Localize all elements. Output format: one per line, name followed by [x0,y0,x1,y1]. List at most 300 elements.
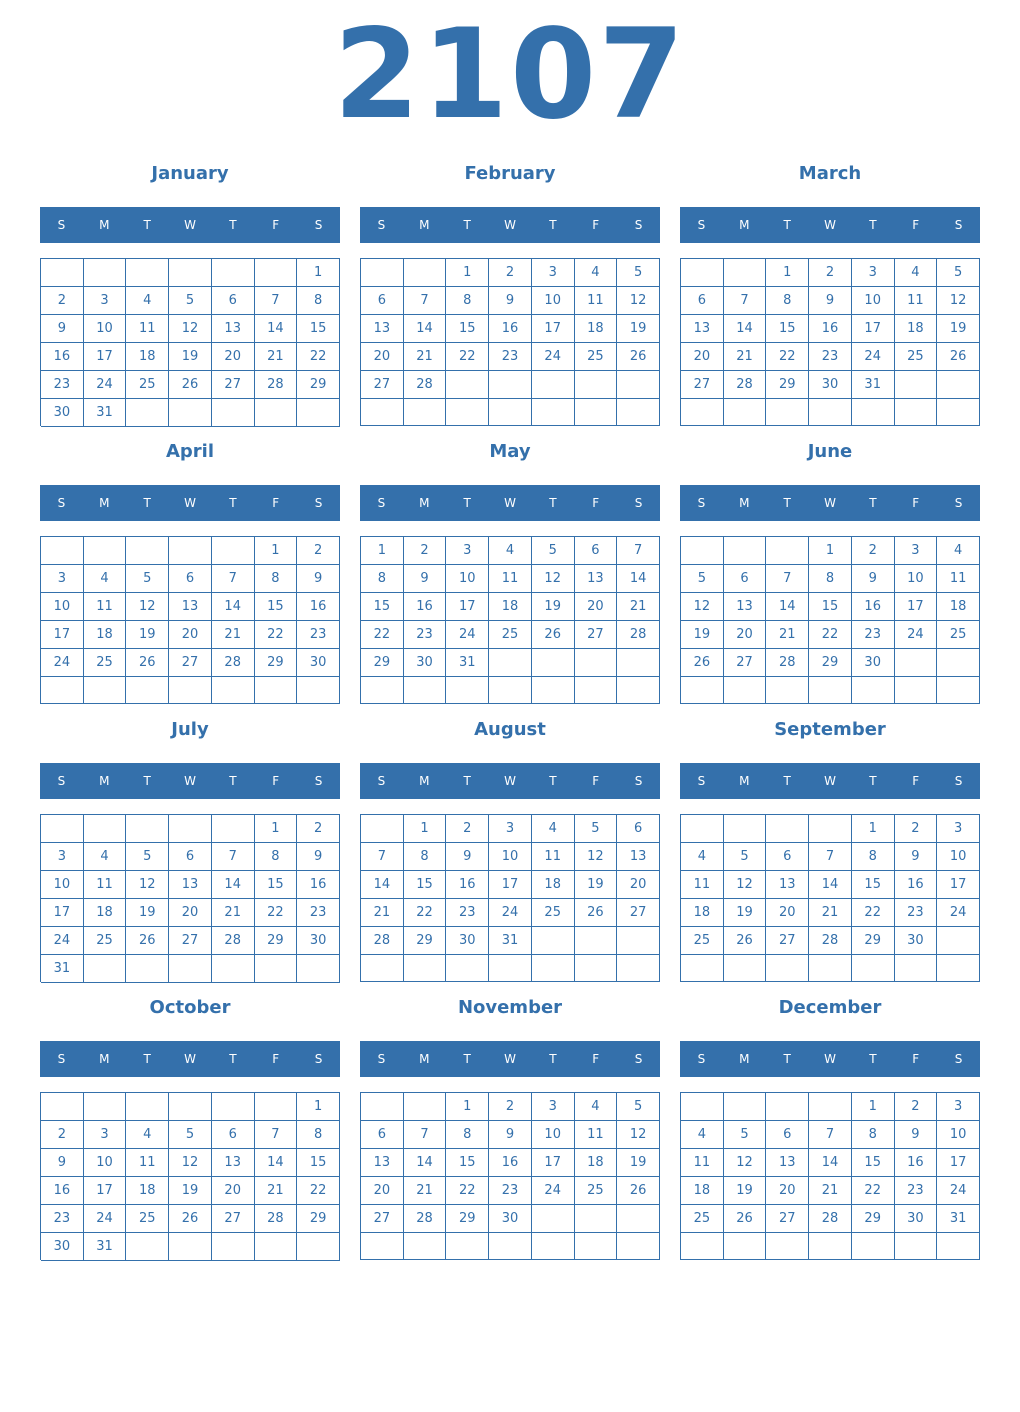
day-cell: 1 [446,1093,489,1121]
weekday-label: S [314,496,323,510]
day-cell: 11 [937,565,980,593]
day-cell: 4 [937,537,980,565]
day-cell: 4 [84,565,127,593]
day-cell: 10 [895,565,938,593]
day-cell: 13 [212,315,255,343]
day-cell: 14 [361,871,404,899]
day-cell [297,1233,340,1261]
day-cell: 30 [489,1205,532,1233]
month-october [40,994,340,1254]
day-cell: 25 [126,1205,169,1233]
weekday-label: W [824,496,836,510]
day-cell: 17 [84,1177,127,1205]
day-cell: 27 [169,649,212,677]
day-cell: 21 [255,343,298,371]
weekday-label: S [954,218,963,232]
day-cell [532,955,575,982]
day-cell: 20 [766,1177,809,1205]
weekday-label: M [739,774,750,788]
day-cell [724,259,767,287]
weekday-label: T [869,1052,877,1066]
day-cell: 7 [404,1121,447,1149]
day-cell: 22 [446,343,489,371]
day-cell: 7 [255,287,298,315]
day-cell [84,259,127,287]
weekday-header [680,1041,980,1077]
day-cell: 2 [895,815,938,843]
day-cell [681,677,724,704]
weekday-label: W [504,774,516,788]
day-cell: 16 [446,871,489,899]
day-cell [681,537,724,565]
day-cell [446,399,489,426]
weekday-label: F [592,774,600,788]
day-cell: 1 [255,537,298,565]
day-cell [297,677,340,704]
day-cell: 19 [937,315,980,343]
day-cell: 18 [126,1177,169,1205]
day-cell: 25 [84,649,127,677]
day-cell: 13 [724,593,767,621]
day-cell: 17 [84,343,127,371]
day-cell [41,259,84,287]
day-cell [404,677,447,704]
day-cell: 31 [446,649,489,677]
day-cell: 27 [724,649,767,677]
day-cell: 17 [937,1149,980,1177]
day-cell [169,399,212,427]
day-grid [360,258,660,426]
weekday-label: S [634,774,643,788]
day-cell: 16 [895,871,938,899]
day-cell: 7 [212,565,255,593]
day-cell: 6 [212,1121,255,1149]
day-cell: 8 [361,565,404,593]
weekday-label: M [99,1052,110,1066]
day-cell: 19 [126,899,169,927]
day-cell [446,955,489,982]
day-cell: 5 [937,259,980,287]
day-cell: 6 [361,287,404,315]
day-cell: 21 [404,1177,447,1205]
day-cell [766,1233,809,1260]
day-cell: 19 [575,871,618,899]
day-cell [617,677,660,704]
day-cell [532,1205,575,1233]
day-cell: 28 [809,927,852,955]
day-cell [852,399,895,426]
weekday-label: T [549,218,557,232]
day-cell: 20 [766,899,809,927]
day-cell: 31 [41,955,84,983]
weekday-label: F [272,774,280,788]
day-cell [212,537,255,565]
day-cell: 6 [681,287,724,315]
day-cell: 17 [532,315,575,343]
day-cell: 28 [212,649,255,677]
day-cell: 28 [404,371,447,399]
day-grid [680,1092,980,1260]
day-cell: 18 [84,621,127,649]
day-cell: 27 [766,1205,809,1233]
day-cell [255,1233,298,1261]
day-cell: 20 [212,343,255,371]
day-cell: 5 [681,565,724,593]
day-cell: 20 [361,1177,404,1205]
day-cell [937,399,980,426]
day-cell: 3 [852,259,895,287]
day-cell [681,955,724,982]
day-grid [40,814,340,982]
day-cell [489,1233,532,1260]
day-cell: 15 [255,871,298,899]
weekday-label: T [783,218,791,232]
day-cell: 10 [532,1121,575,1149]
day-cell [532,649,575,677]
day-cell [126,1233,169,1261]
month-july [40,716,340,976]
weekday-label: M [419,1052,430,1066]
weekday-label: F [272,496,280,510]
day-cell: 29 [446,1205,489,1233]
day-cell: 9 [489,1121,532,1149]
day-cell: 30 [297,649,340,677]
day-cell: 12 [681,593,724,621]
day-cell: 17 [41,899,84,927]
day-cell: 23 [297,899,340,927]
day-cell: 15 [361,593,404,621]
day-cell: 5 [169,287,212,315]
day-cell: 24 [532,1177,575,1205]
day-cell: 1 [297,1093,340,1121]
day-cell: 12 [724,1149,767,1177]
weekday-label: T [869,218,877,232]
day-cell [361,815,404,843]
weekday-label: S [697,218,706,232]
day-cell: 6 [169,843,212,871]
month-name: December [778,997,882,1018]
day-cell [617,955,660,982]
day-cell: 17 [852,315,895,343]
day-cell [84,1093,127,1121]
day-cell: 6 [766,843,809,871]
weekday-header [680,763,980,799]
day-cell [724,399,767,426]
day-cell: 23 [852,621,895,649]
weekday-label: T [549,774,557,788]
day-cell [766,399,809,426]
weekday-label: W [504,496,516,510]
day-cell: 24 [446,621,489,649]
day-cell: 29 [852,1205,895,1233]
weekday-label: F [912,218,920,232]
month-february [360,160,660,392]
day-cell: 6 [766,1121,809,1149]
day-cell: 18 [575,1149,618,1177]
day-cell: 4 [84,843,127,871]
day-cell: 29 [255,927,298,955]
day-cell: 6 [575,537,618,565]
weekday-label: S [57,496,66,510]
weekday-label: T [549,496,557,510]
day-cell: 8 [297,1121,340,1149]
weekday-label: F [592,496,600,510]
day-cell: 21 [766,621,809,649]
day-cell: 25 [681,1205,724,1233]
day-cell: 29 [809,649,852,677]
day-cell [489,399,532,426]
day-grid [680,258,980,426]
day-cell [852,1233,895,1260]
day-cell: 12 [617,287,660,315]
day-cell: 27 [361,1205,404,1233]
day-cell: 31 [84,1233,127,1261]
day-cell: 18 [489,593,532,621]
day-cell: 28 [361,927,404,955]
day-cell: 20 [681,343,724,371]
weekday-label: F [912,1052,920,1066]
month-december [680,994,980,1226]
day-grid [680,536,980,704]
day-cell: 28 [809,1205,852,1233]
day-cell [84,677,127,704]
day-cell [361,955,404,982]
day-cell [404,399,447,426]
weekday-label: S [57,1052,66,1066]
weekday-label: W [824,1052,836,1066]
day-cell [126,259,169,287]
day-cell: 7 [255,1121,298,1149]
day-cell: 17 [489,871,532,899]
day-cell: 20 [212,1177,255,1205]
day-cell: 19 [617,315,660,343]
weekday-label: W [504,218,516,232]
weekday-label: T [229,1052,237,1066]
day-cell: 13 [361,315,404,343]
day-cell: 26 [575,899,618,927]
day-cell: 15 [809,593,852,621]
day-cell: 30 [404,649,447,677]
day-cell: 4 [126,287,169,315]
year-title: 2107 [333,3,687,147]
month-name: May [489,441,531,462]
day-cell: 2 [41,1121,84,1149]
day-cell: 16 [489,1149,532,1177]
day-cell: 11 [681,871,724,899]
day-cell [809,815,852,843]
day-cell: 5 [724,843,767,871]
day-cell: 25 [126,371,169,399]
day-grid [360,1092,660,1260]
day-cell: 3 [532,1093,575,1121]
day-cell: 2 [852,537,895,565]
day-cell: 25 [575,343,618,371]
weekday-label: T [549,1052,557,1066]
weekday-label: S [377,496,386,510]
day-cell [809,677,852,704]
day-cell [575,399,618,426]
weekday-label: T [463,1052,471,1066]
day-cell: 9 [297,843,340,871]
day-cell: 2 [446,815,489,843]
day-cell: 17 [446,593,489,621]
day-cell [617,1205,660,1233]
day-cell [489,677,532,704]
weekday-label: S [697,1052,706,1066]
day-cell: 22 [255,621,298,649]
weekday-label: W [184,774,196,788]
day-cell: 10 [446,565,489,593]
day-cell: 19 [169,1177,212,1205]
day-cell: 27 [575,621,618,649]
day-cell: 14 [212,593,255,621]
day-cell: 30 [41,399,84,427]
day-cell [532,927,575,955]
day-cell: 18 [681,1177,724,1205]
day-cell [361,1093,404,1121]
month-name: September [774,719,886,740]
day-cell [766,955,809,982]
day-cell: 21 [404,343,447,371]
day-cell: 8 [852,843,895,871]
weekday-label: T [229,218,237,232]
day-cell: 15 [852,1149,895,1177]
day-cell: 12 [169,1149,212,1177]
day-cell: 28 [255,1205,298,1233]
day-cell: 27 [766,927,809,955]
day-cell: 26 [169,371,212,399]
day-cell [575,1233,618,1260]
day-cell: 8 [255,843,298,871]
month-name: March [798,163,862,184]
weekday-label: T [463,774,471,788]
day-cell: 11 [126,315,169,343]
day-cell: 14 [617,565,660,593]
day-cell: 23 [297,621,340,649]
day-cell: 5 [617,259,660,287]
day-cell: 26 [724,927,767,955]
day-cell: 7 [809,1121,852,1149]
day-cell: 3 [489,815,532,843]
day-cell: 6 [617,815,660,843]
day-cell [575,677,618,704]
day-cell: 10 [41,871,84,899]
day-cell: 21 [212,899,255,927]
day-cell: 28 [766,649,809,677]
weekday-label: S [634,218,643,232]
day-cell: 27 [212,1205,255,1233]
day-cell: 16 [404,593,447,621]
day-cell [404,1233,447,1260]
day-cell [169,1093,212,1121]
day-cell: 29 [766,371,809,399]
day-cell [681,1233,724,1260]
weekday-label: W [824,218,836,232]
day-cell: 26 [532,621,575,649]
day-cell: 10 [532,287,575,315]
day-cell: 16 [41,343,84,371]
day-cell: 20 [169,621,212,649]
month-name: June [807,441,853,462]
day-grid [40,536,340,704]
day-cell: 2 [489,1093,532,1121]
day-cell: 8 [255,565,298,593]
weekday-label: T [143,1052,151,1066]
day-cell: 29 [404,927,447,955]
day-cell: 11 [489,565,532,593]
day-cell: 31 [489,927,532,955]
day-cell [809,1093,852,1121]
day-cell: 4 [489,537,532,565]
day-cell: 7 [809,843,852,871]
day-cell: 23 [41,371,84,399]
day-cell: 26 [126,927,169,955]
day-cell: 10 [489,843,532,871]
day-cell [575,927,618,955]
day-cell: 26 [126,649,169,677]
month-january [40,160,340,420]
day-cell [852,677,895,704]
weekday-label: T [143,218,151,232]
day-cell [255,399,298,427]
day-cell: 1 [852,815,895,843]
day-cell: 30 [446,927,489,955]
day-cell: 3 [41,843,84,871]
weekday-label: S [634,1052,643,1066]
day-cell: 17 [532,1149,575,1177]
day-cell: 1 [446,259,489,287]
weekday-label: S [954,1052,963,1066]
weekday-label: S [57,774,66,788]
day-cell [895,955,938,982]
weekday-label: F [592,1052,600,1066]
day-cell: 6 [361,1121,404,1149]
day-cell: 26 [169,1205,212,1233]
day-cell: 2 [404,537,447,565]
weekday-label: S [697,496,706,510]
day-cell: 26 [617,1177,660,1205]
day-cell: 31 [84,399,127,427]
day-cell [212,955,255,983]
day-cell: 8 [809,565,852,593]
day-cell: 30 [41,1233,84,1261]
day-cell: 5 [724,1121,767,1149]
weekday-label: T [463,218,471,232]
day-cell [724,955,767,982]
day-cell [617,1233,660,1260]
day-cell: 15 [297,315,340,343]
day-cell [681,1093,724,1121]
day-cell [126,677,169,704]
day-cell: 13 [766,871,809,899]
day-cell [212,1093,255,1121]
weekday-label: F [912,496,920,510]
month-august [360,716,660,948]
day-cell: 22 [297,1177,340,1205]
month-june [680,438,980,670]
day-cell: 13 [212,1149,255,1177]
day-cell: 8 [446,287,489,315]
day-cell: 21 [617,593,660,621]
day-cell: 15 [255,593,298,621]
weekday-header [360,1041,660,1077]
weekday-label: M [419,218,430,232]
day-cell: 22 [297,343,340,371]
weekday-label: S [377,774,386,788]
day-cell [617,371,660,399]
weekday-label: T [143,496,151,510]
day-cell [766,677,809,704]
